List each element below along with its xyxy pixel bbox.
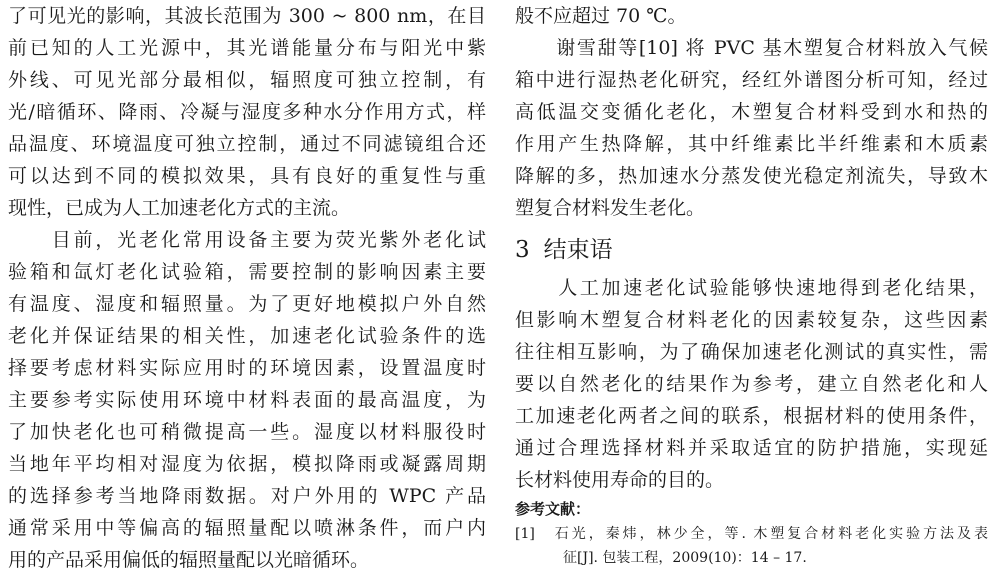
body-line: 的选择参考当地降雨数据。对户外用的 WPC 产品 — [8, 485, 486, 507]
body-line: 谢雪甜等[10] 将 PVC 基木塑复合材料放入气候 — [515, 37, 988, 59]
body-line: 要以自然老化的结果作为参考，建立自然老化和人 — [515, 373, 988, 395]
body-line: 工加速老化两者之间的联系，根据材料的使用条件， — [515, 405, 988, 427]
body-line: 品温度、环境温度可独立控制，通过不同滤镜组合还 — [8, 133, 486, 155]
body-line: 长材料使用寿命的目的。 — [515, 469, 725, 491]
body-line: 通过合理选择材料并采取适宜的防护措施，实现延 — [515, 437, 988, 459]
body-line: 可以达到不同的模拟效果，具有良好的重复性与重 — [8, 165, 486, 187]
body-line: 前已知的人工光源中，其光谱能量分布与阳光中紫 — [8, 37, 486, 59]
left-column — [8, 0, 486, 576]
body-line: 往往相互影响，为了确保加速老化测试的真实性，需 — [515, 341, 988, 363]
body-line: 光/暗循环、降雨、冷凝与湿度多种水分作用方式，样 — [8, 101, 486, 123]
body-line: 箱中进行湿热老化研究，经红外谱图分析可知，经过 — [515, 69, 988, 91]
references-title: 参考文献： — [515, 500, 591, 518]
right-column — [515, 0, 988, 570]
body-line: 通常采用中等偏高的辐照量配以喷淋条件，而户内 — [8, 517, 486, 539]
section-title: 结束语 — [543, 237, 613, 263]
section-heading — [515, 234, 988, 266]
body-line: 择要考虑材料实际应用时的环境因素，设置温度时 — [8, 357, 486, 379]
body-line: 当地年平均相对湿度为依据，模拟降雨或凝露周期 — [8, 453, 486, 475]
body-line: 般不应超过 70 ℃。 — [515, 5, 687, 27]
reference-line: [1] 石光，秦炜，林少全，等. 木塑复合材料老化实验方法及表 — [515, 526, 988, 542]
body-line: 现性，已成为人工加速老化方式的主流。 — [8, 197, 351, 219]
body-line: 高低温交变循化老化，木塑复合材料受到水和热的 — [515, 101, 988, 123]
body-line: 有温度、湿度和辐照量。为了更好地模拟户外自然 — [8, 293, 486, 315]
section-number: 3 — [515, 237, 530, 263]
body-line: 降解的多，热加速水分蒸发使光稳定剂流失，导致木 — [515, 165, 988, 187]
body-line: 外线、可见光部分最相似，辐照度可独立控制，有 — [8, 69, 486, 91]
body-line: 了可见光的影响，其波长范围为 300 ~ 800 nm，在目 — [8, 5, 486, 27]
body-line: 验箱和氙灯老化试验箱，需要控制的影响因素主要 — [8, 261, 486, 283]
body-line: 老化并保证结果的相关性，加速老化试验条件的选 — [8, 325, 486, 347]
body-line: 用的产品采用偏低的辐照量配以光暗循环。 — [8, 549, 370, 571]
body-line: 目前，光老化常用设备主要为荧光紫外老化试 — [8, 229, 486, 251]
body-line: 人工加速老化试验能够快速地得到老化结果， — [515, 277, 988, 299]
reference-item — [515, 522, 988, 570]
reference-line: 征[J]. 包装工程，2009(10)：14 – 17. — [563, 550, 807, 566]
body-line: 塑复合材料发生老化。 — [515, 197, 706, 219]
body-line: 了加快老化也可稍微提高一些。湿度以材料服役时 — [8, 421, 486, 443]
body-line: 主要参考实际使用环境中材料表面的最高温度，为 — [8, 389, 486, 411]
body-line: 作用产生热降解，其中纤维素比半纤维素和木质素 — [515, 133, 988, 155]
body-line: 但影响木塑复合材料老化的因素较复杂，这些因素 — [515, 309, 988, 331]
